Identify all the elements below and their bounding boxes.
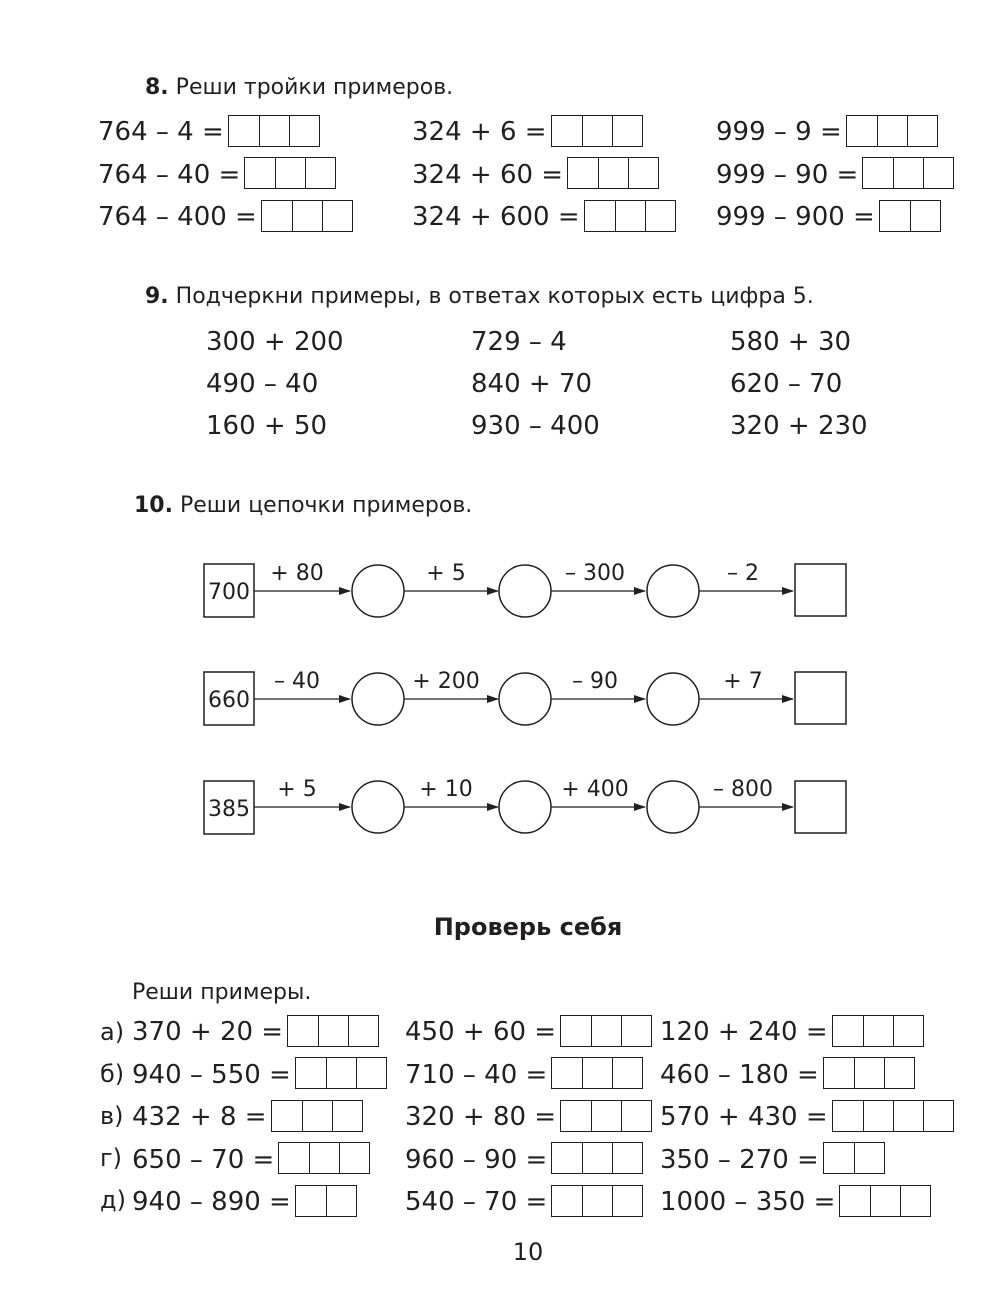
equation-text: 450 + 60 =	[405, 1017, 557, 1047]
task-9-column-2	[471, 326, 600, 442]
equation	[405, 1101, 652, 1134]
equation-text: 764 – 400 =	[98, 202, 257, 232]
equation	[132, 1144, 387, 1177]
row-label: г)	[100, 1144, 122, 1172]
number-chains	[0, 540, 1000, 850]
row-label: б)	[100, 1060, 125, 1088]
equation-text: 940 – 890 =	[132, 1187, 291, 1217]
equation-text: 120 + 240 =	[660, 1017, 828, 1047]
task-9-column-3	[730, 326, 868, 442]
chain-operation: + 5	[277, 777, 317, 802]
equation	[660, 1101, 954, 1134]
check-labels	[100, 1016, 126, 1216]
answer-box[interactable]	[551, 115, 643, 147]
answer-box[interactable]	[560, 1100, 652, 1132]
example[interactable]: 320 + 230	[730, 411, 868, 441]
equation	[412, 159, 676, 192]
chain-operation: – 90	[572, 669, 618, 694]
task-9-column-1	[206, 326, 344, 442]
equation-text: 710 – 40 =	[405, 1059, 548, 1090]
equation	[716, 201, 954, 234]
chain-1	[204, 561, 846, 617]
equation	[405, 1016, 652, 1049]
task-10-title	[134, 493, 472, 518]
answer-box[interactable]	[261, 200, 353, 232]
answer-circle[interactable]	[499, 781, 551, 833]
answer-box[interactable]	[295, 1057, 387, 1089]
equation	[405, 1144, 652, 1177]
chain-operation: + 200	[412, 669, 480, 694]
answer-circle[interactable]	[647, 781, 699, 833]
chain-2	[204, 669, 846, 725]
task-9-number: 9.	[145, 284, 169, 309]
equation-text: 460 – 180 =	[660, 1059, 819, 1090]
check-heading: Проверь себя	[433, 913, 623, 941]
chain-operation: + 80	[270, 561, 324, 586]
answer-square[interactable]	[795, 564, 846, 616]
answer-circle[interactable]	[352, 565, 404, 617]
task-8-title	[145, 75, 453, 100]
equation-text: 999 – 9 =	[716, 117, 842, 147]
chain-operation: – 2	[727, 561, 759, 586]
answer-box[interactable]	[879, 200, 941, 232]
equation-text: 540 – 70 =	[405, 1187, 548, 1217]
chain-operation: + 7	[723, 669, 763, 694]
check-column-1	[132, 1016, 387, 1219]
equation	[412, 116, 676, 149]
row-label: в)	[100, 1102, 124, 1130]
answer-circle[interactable]	[352, 673, 404, 725]
equation	[660, 1016, 954, 1049]
answer-box[interactable]	[846, 115, 938, 147]
equation	[660, 1059, 954, 1092]
chain-operation: + 10	[419, 777, 473, 802]
example[interactable]: 840 + 70	[471, 369, 593, 399]
equation	[660, 1144, 954, 1177]
answer-box[interactable]	[584, 200, 676, 232]
equation-text: 764 – 40 =	[98, 159, 241, 190]
answer-circle[interactable]	[647, 565, 699, 617]
answer-box[interactable]	[832, 1100, 954, 1132]
answer-square[interactable]	[795, 781, 846, 833]
equation-text: 1000 – 350 =	[660, 1187, 836, 1217]
answer-box[interactable]	[823, 1142, 885, 1174]
equation-text: 324 + 600 =	[412, 202, 580, 232]
answer-circle[interactable]	[352, 781, 404, 833]
chain-operation: + 5	[426, 561, 466, 586]
answer-box[interactable]	[839, 1185, 931, 1217]
equation-text: 432 + 8 =	[132, 1102, 267, 1132]
answer-box[interactable]	[862, 157, 954, 189]
equation-text: 999 – 900 =	[716, 202, 875, 232]
chain-start-value: 700	[208, 580, 250, 605]
task-9-title	[145, 284, 814, 309]
chain-start-value: 660	[208, 688, 250, 713]
equation	[716, 159, 954, 192]
example[interactable]: 580 + 30	[730, 327, 852, 357]
answer-box[interactable]	[551, 1142, 643, 1174]
task-8-column-2	[412, 116, 676, 234]
equation-text: 764 – 4 =	[98, 117, 224, 147]
chain-operation: + 400	[561, 777, 629, 802]
answer-circle[interactable]	[647, 673, 699, 725]
row-label: д)	[100, 1186, 126, 1214]
chain-3	[204, 777, 846, 834]
equation-text: 324 + 6 =	[412, 117, 547, 147]
example[interactable]: 620 – 70	[730, 369, 843, 399]
equation-text: 324 + 60 =	[412, 159, 564, 190]
task-8-text: Реши тройки примеров.	[175, 75, 454, 100]
example[interactable]: 160 + 50	[206, 411, 328, 441]
equation	[98, 159, 353, 192]
answer-box[interactable]	[551, 1057, 643, 1089]
answer-square[interactable]	[795, 672, 846, 724]
check-column-3	[660, 1016, 954, 1219]
example[interactable]: 490 – 40	[206, 369, 319, 399]
answer-box[interactable]	[287, 1015, 379, 1047]
answer-box[interactable]	[823, 1057, 915, 1089]
chain-operation: – 40	[274, 669, 320, 694]
answer-box[interactable]	[832, 1015, 924, 1047]
equation	[132, 1101, 387, 1134]
answer-box[interactable]	[228, 115, 320, 147]
equation-text: 320 + 80 =	[405, 1102, 557, 1132]
equation-text: 370 + 20 =	[132, 1017, 284, 1047]
chain-operation: – 300	[565, 561, 625, 586]
equation-text: 350 – 270 =	[660, 1144, 819, 1175]
page-number: 10	[512, 1238, 544, 1266]
example[interactable]: 300 + 200	[206, 327, 344, 357]
equation	[98, 116, 353, 149]
check-instruction: Реши примеры.	[132, 980, 312, 1005]
answer-box[interactable]	[271, 1100, 363, 1132]
chain-start-value: 385	[208, 797, 250, 822]
task-8-number: 8.	[145, 75, 169, 100]
chain-operation: – 800	[713, 777, 773, 802]
answer-circle[interactable]	[499, 565, 551, 617]
equation-text: 940 – 550 =	[132, 1059, 291, 1090]
equation	[132, 1016, 387, 1049]
answer-box[interactable]	[560, 1015, 652, 1047]
check-column-2	[405, 1016, 652, 1219]
equation	[405, 1186, 652, 1219]
equation	[405, 1059, 652, 1092]
answer-box[interactable]	[567, 157, 659, 189]
example[interactable]: 930 – 400	[471, 411, 600, 441]
task-10-number: 10.	[134, 493, 173, 518]
equation-text: 960 – 90 =	[405, 1144, 548, 1175]
answer-box[interactable]	[295, 1185, 357, 1217]
equation	[660, 1186, 954, 1219]
equation-text: 999 – 90 =	[716, 159, 859, 190]
equation	[98, 201, 353, 234]
answer-box[interactable]	[278, 1142, 370, 1174]
equation	[132, 1186, 387, 1219]
equation-text: 650 – 70 =	[132, 1144, 275, 1175]
task-8-column-3	[716, 116, 954, 234]
answer-circle[interactable]	[499, 673, 551, 725]
task-10-text: Реши цепочки примеров.	[179, 493, 473, 518]
answer-box[interactable]	[244, 157, 336, 189]
example[interactable]: 729 – 4	[471, 327, 567, 357]
task-9-text: Подчеркни примеры, в ответах которых есть цифра 5.	[175, 284, 814, 309]
equation	[132, 1059, 387, 1092]
equation-text: 570 + 430 =	[660, 1102, 828, 1132]
row-label: а)	[100, 1018, 125, 1046]
task-8-column-1	[98, 116, 353, 234]
answer-box[interactable]	[551, 1185, 643, 1217]
equation	[412, 201, 676, 234]
equation	[716, 116, 954, 149]
